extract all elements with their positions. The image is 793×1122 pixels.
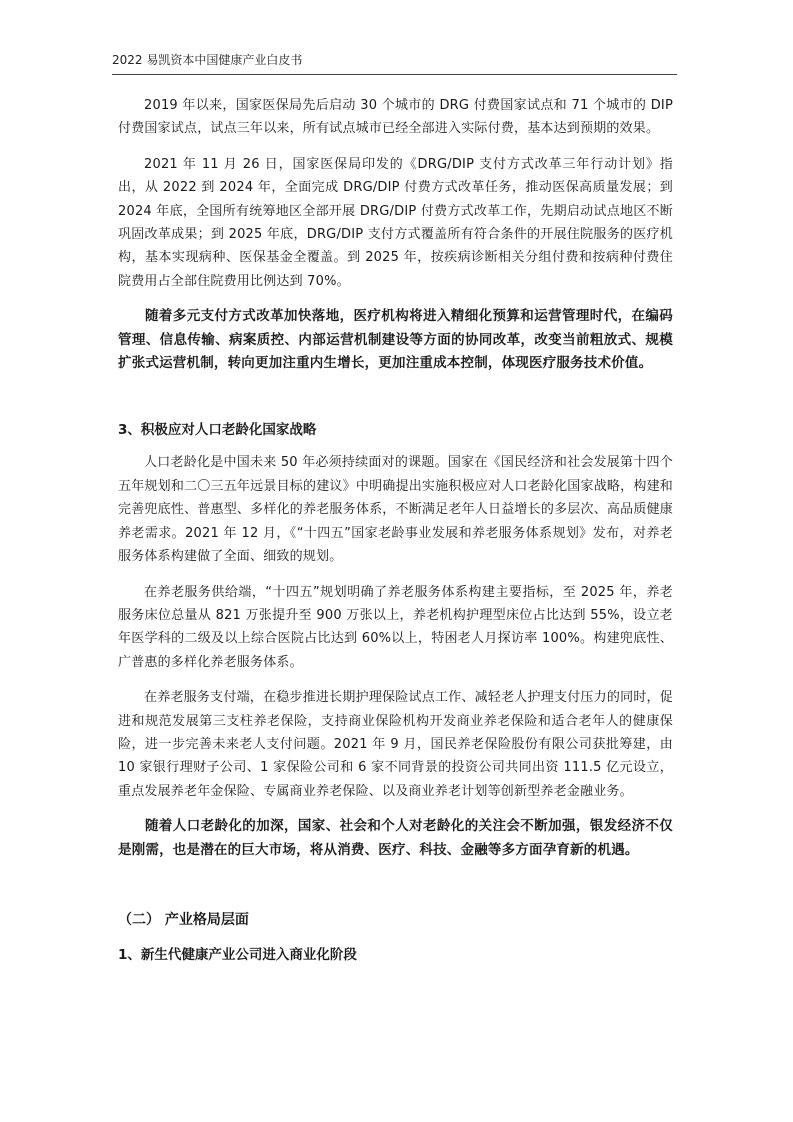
paragraph-drg-dip-pilots: 2019 年以来，国家医保局先后启动 30 个城市的 DRG 付费国家试点和 71 个城市的 DIP 付费国家试点，试点三年以来，所有试点城市已经全部进入实际付费，基本达到预期的效果。 xyxy=(118,98,673,137)
document-body xyxy=(118,94,673,966)
header-divider xyxy=(112,74,677,75)
heading-new-generation-companies: 1、新生代健康产业公司进入商业化阶段 xyxy=(118,946,357,963)
paragraph-aging-policy: 人口老龄化是中国未来 50 年必须持续面对的课题。国家在《国民经济和社会发展第十四个五年规划和二〇三五年远景目标的建议》中明确提出实施积极应对人口老龄化国家战略，构建和完善兜底性、普惠型、多样化的养老服务体系，不断满足老年人日益增长的多层次、高品质健康养老需求。2021 年 12 月，《“十四五”国家老龄事业发展和养老服务体系规划》发布，对养老服务体系构建做了全面、细致的规划。 xyxy=(118,455,673,565)
heading-aging-strategy: 3、积极应对人口老龄化国家战略 xyxy=(118,422,317,439)
paragraph-three-year-plan: 2021 年 11 月 26 日，国家医保局印发的《DRG/DIP 支付方式改革三年行动计划》指出，从 2022 到 2024 年，全面完成 DRG/DIP 付费方式改革任务，推动医保高质量发展；到 2024 年底，全国所有统筹地区全部开展 DRG/DIP 付费方式改革工作，先期启动试点地区不断巩固改革成果；到 2025 年底，DRG/DIP 支付方式覆盖所有符合条件的开展住院服务的医疗机构，基本实现病种、医保基金全覆盖。到 2025 年，按疾病诊断相关分组付费和按病种付费住院费用占全部住院费用比例达到 70%。 xyxy=(118,156,673,289)
section-heading-industry-landscape: （二） 产业格局层面 xyxy=(118,911,249,928)
paragraph-elderly-service-payment: 在养老服务支付端，在稳步推进长期护理保险试点工作、减轻老人护理支付压力的同时，促进和规范发展第三支柱养老保险，支持商业保险机构开发商业养老保险和适合老年人的健康保险，进一步完善未来老人支付问题。2021 年 9 月，国民养老保险股份有限公司获批筹建，由 10 家银行理财子公司、1 家保险公司和 6 家不同背景的投资公司共同出资 111.5 亿元设立，重点发展养老年金保险、专属商业养老保险、以及商业养老计划等创新型养老金融业务。 xyxy=(118,690,673,799)
page-header: 2022 易凯资本中国健康产业白皮书 xyxy=(112,53,303,67)
paragraph-payment-reform-summary: 随着多元支付方式改革加快落地，医疗机构将进入精细化预算和运营管理时代，在编码管理、信息传输、病案质控、内部运营机制建设等方面的协同改革，改变当前粗放式、规模扩张式运营机制，转向更加注重内生增长，更加注重成本控制，体现医疗服务技术价值。 xyxy=(118,308,673,372)
paragraph-silver-economy-summary: 随着人口老龄化的加深，国家、社会和个人对老龄化的关注会不断加强，银发经济不仅是刚需，也是潜在的巨大市场，将从消费、医疗、科技、金融等多方面孕育新的机遇。 xyxy=(118,818,673,858)
paragraph-elderly-service-supply: 在养老服务供给端，“十四五”规划明确了养老服务体系构建主要指标，至 2025 年，养老服务床位总量从 821 万张提升至 900 万张以上，养老机构护理型床位占比达到 55%，设立老年医学科的二级及以上综合医院占比达到 60%以上，特困老人月探访率 100%。构建兜底性、广普惠的多样化养老服务体系。 xyxy=(118,584,673,670)
